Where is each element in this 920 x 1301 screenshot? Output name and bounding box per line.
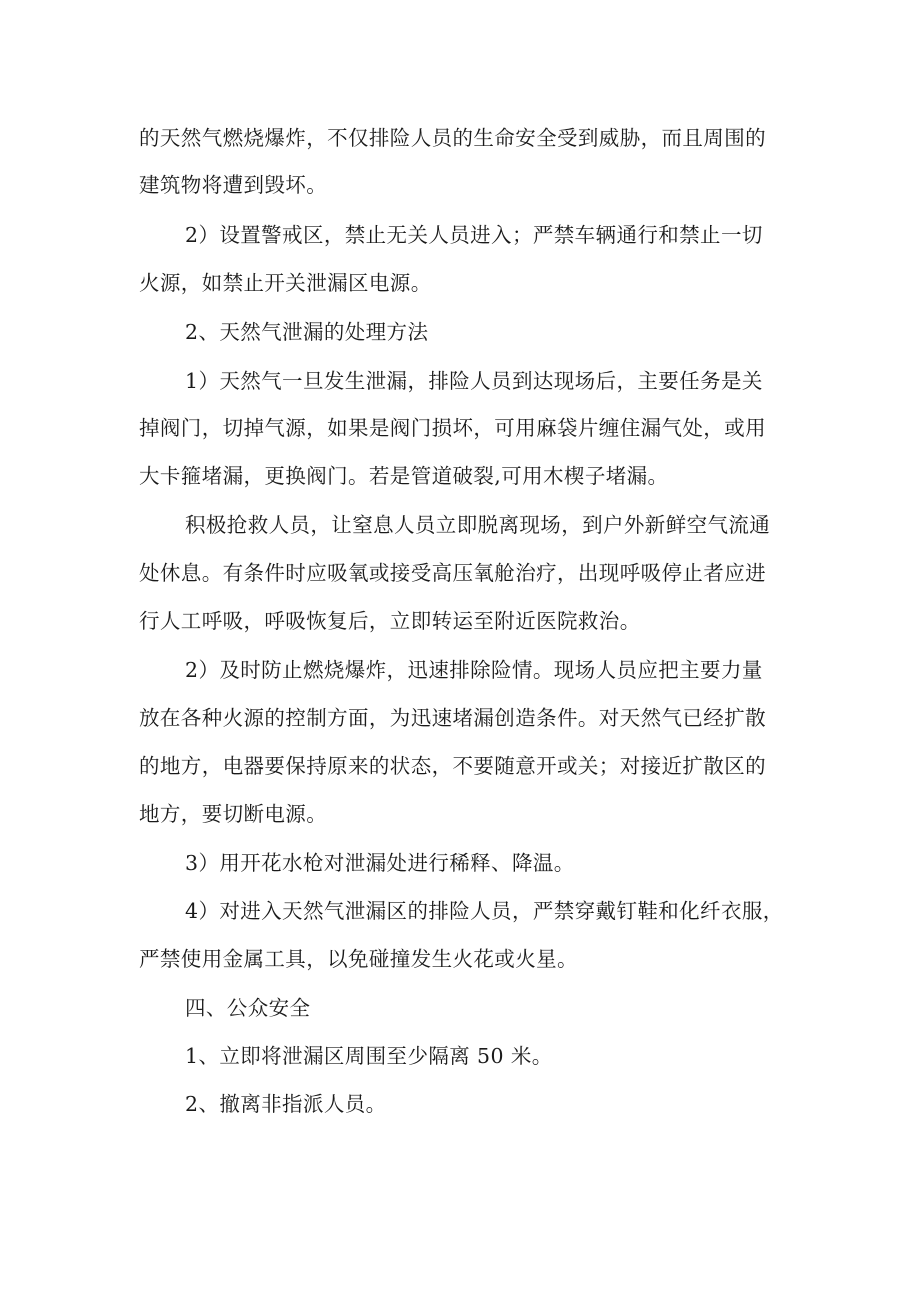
text-line-10: 处休息。有条件时应吸氧或接受高压氧舱治疗，出现呼吸停止者应进 bbox=[139, 561, 766, 585]
text-line-18: 严禁使用金属工具，以免碰撞发生火花或火星。 bbox=[139, 947, 578, 971]
text-line-9: 积极抢救人员，让窒息人员立即脱离现场，到户外新鲜空气流通 bbox=[185, 513, 771, 537]
text-line-3: 2）设置警戒区，禁止无关人员进入；严禁车辆通行和禁止一切 bbox=[185, 223, 763, 247]
text-line-5: 2、天然气泄漏的处理方法 bbox=[185, 320, 429, 344]
text-line-21: 2、撤离非指派人员。 bbox=[185, 1092, 387, 1116]
text-line-8: 大卡箍堵漏，更换阀门。若是管道破裂,可用木楔子堵漏。 bbox=[139, 464, 669, 488]
text-line-14: 的地方，电器要保持原来的状态，不要随意开或关；对接近扩散区的 bbox=[139, 754, 766, 778]
text-line-13: 放在各种火源的控制方面，为迅速堵漏创造条件。对天然气已经扩散 bbox=[139, 706, 766, 730]
text-line-6: 1）天然气一旦发生泄漏，排险人员到达现场后，主要任务是关 bbox=[185, 369, 763, 393]
text-line-11: 行人工呼吸，呼吸恢复后，立即转运至附近医院救治。 bbox=[139, 609, 641, 633]
text-line-2: 建筑物将遭到毁坏。 bbox=[139, 173, 328, 197]
text-line-4: 火源，如禁止开关泄漏区电源。 bbox=[139, 271, 432, 295]
text-line-19: 四、公众安全 bbox=[185, 996, 311, 1020]
text-line-7: 掉阀门，切掉气源，如果是阀门损坏，可用麻袋片缠住漏气处，或用 bbox=[139, 416, 766, 440]
text-line-17: 4）对进入天然气泄漏区的排险人员，严禁穿戴钉鞋和化纤衣服， bbox=[185, 899, 784, 923]
text-line-15: 地方，要切断电源。 bbox=[139, 802, 328, 826]
text-line-16: 3）用开花水枪对泄漏处进行稀释、降温。 bbox=[185, 851, 575, 875]
text-line-20: 1、立即将泄漏区周围至少隔离 50 米。 bbox=[185, 1044, 553, 1068]
text-line-12: 2）及时防止燃烧爆炸，迅速排除险情。现场人员应把主要力量 bbox=[185, 658, 763, 682]
text-line-1: 的天然气燃烧爆炸，不仅排险人员的生命安全受到威胁，而且周围的 bbox=[139, 126, 766, 150]
